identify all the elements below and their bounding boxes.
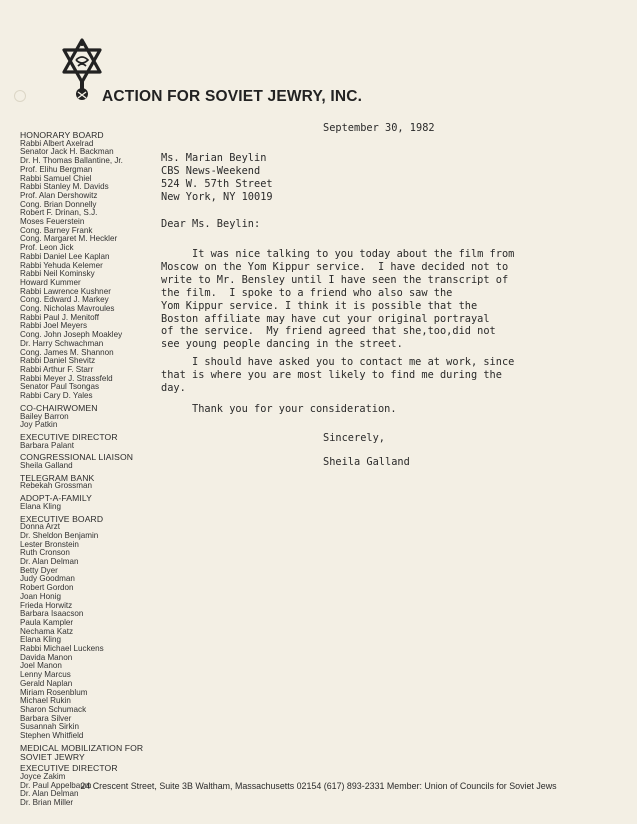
sidebar-name: Senator Jack H. Backman bbox=[20, 147, 114, 157]
sidebar-name: Cong. John Joseph Moakley bbox=[20, 330, 123, 340]
sidebar-section bbox=[20, 494, 170, 511]
sidebar-name: Barbara Palant bbox=[20, 440, 74, 450]
sidebar-name: Rabbi Samuel Chiel bbox=[20, 173, 92, 183]
sidebar-name: Joy Patkin bbox=[20, 420, 58, 430]
sidebar-name: Barbara Isaacson bbox=[20, 609, 84, 619]
sidebar-name: Rebekah Grossman bbox=[20, 481, 92, 491]
sidebar-name: Dr. H. Thomas Ballantine, Jr. bbox=[20, 156, 123, 166]
sidebar-name: Cong. Edward J. Markey bbox=[20, 295, 109, 305]
letter-date: September 30, 1982 bbox=[323, 122, 435, 134]
sidebar-name: Paula Kampler bbox=[20, 617, 74, 627]
sidebar-name: Joan Honig bbox=[20, 591, 61, 601]
sidebar-name: Robert Gordon bbox=[20, 583, 74, 593]
sidebar-name: Dr. Alan Delman bbox=[20, 789, 79, 799]
sidebar-name: Judy Goodman bbox=[20, 574, 75, 584]
signer-name: Sheila Galland bbox=[323, 456, 410, 468]
sidebar-name: Bailey Barron bbox=[20, 411, 69, 421]
sidebar-name: Susannah Sirkin bbox=[20, 722, 79, 732]
sidebar-name: Lester Bronstein bbox=[20, 539, 79, 549]
star-of-david-logo-icon bbox=[58, 36, 106, 108]
sidebar-name: Moses Feuerstein bbox=[20, 217, 85, 227]
sidebar-heading: ADOPT-A-FAMILY bbox=[20, 493, 92, 504]
sidebar-name: Rabbi Cary D. Yales bbox=[20, 391, 93, 401]
sidebar-section bbox=[20, 515, 170, 741]
recipient-line: 524 W. 57th Street bbox=[161, 177, 273, 190]
paragraph-3 bbox=[161, 403, 556, 416]
paragraph-line: Boston affiliate may have cut your original portrayal bbox=[161, 312, 490, 325]
sidebar-section bbox=[20, 744, 170, 761]
sidebar-name: Sheila Galland bbox=[20, 461, 73, 471]
sidebar-name: Rabbi Paul J. Menitoff bbox=[20, 312, 100, 322]
sidebar-name: Rabbi Albert Axelrad bbox=[20, 138, 94, 148]
paragraph-line: write to Mr. Bensley until I have seen the transcript of bbox=[161, 273, 509, 286]
recipient-line: Ms. Marian Beylin bbox=[161, 152, 267, 164]
sidebar-name: Elana Kling bbox=[20, 635, 61, 645]
sidebar-heading: CO-CHAIRWOMEN bbox=[20, 402, 98, 413]
paragraph-line: see young people dancing in the street. bbox=[161, 338, 403, 351]
sidebar-name: Ruth Cronson bbox=[20, 548, 70, 558]
sidebar-name: Prof. Elihu Bergman bbox=[20, 164, 93, 174]
sidebar-name: Nechama Katz bbox=[20, 626, 74, 636]
paragraph-line: the film. I spoke to a friend who also saw the bbox=[161, 286, 453, 299]
sidebar-name: Rabbi Meyer J. Strassfeld bbox=[20, 373, 113, 383]
sidebar-name: Dr. Alan Delman bbox=[20, 557, 79, 567]
footer-address: 24 Crescent Street, Suite 3B Waltham, Massachusetts 02154 (617) 893-2331 Member: Union of Councils for Soviet Jews bbox=[80, 781, 557, 791]
sidebar-name: Stephen Whitfield bbox=[20, 731, 84, 741]
paragraph-1 bbox=[161, 248, 556, 351]
sidebar-heading: TELEGRAM BANK bbox=[20, 472, 95, 483]
salutation: Dear Ms. Beylin: bbox=[161, 218, 261, 230]
sidebar-section bbox=[20, 404, 170, 430]
sidebar-name: Howard Kummer bbox=[20, 277, 81, 287]
paragraph-2 bbox=[161, 356, 556, 395]
sidebar-name: Cong. Margaret M. Heckler bbox=[20, 234, 118, 244]
paragraph-line: day. bbox=[161, 381, 186, 394]
organization-name: ACTION FOR SOVIET JEWRY, INC. bbox=[102, 88, 363, 105]
sidebar-heading: CONGRESSIONAL LIAISON bbox=[20, 452, 134, 463]
sidebar-name: Cong. Barney Frank bbox=[20, 225, 93, 235]
sidebar-name: Rabbi Lawrence Kushner bbox=[20, 286, 111, 296]
recipient-line: CBS News-Weekend bbox=[161, 164, 261, 177]
sidebar-name: Rabbi Neil Kominsky bbox=[20, 269, 95, 279]
recipient-address bbox=[161, 152, 273, 204]
paragraph-line: It was nice talking to you today about the film from bbox=[161, 248, 515, 260]
sidebar-heading: EXECUTIVE DIRECTOR bbox=[20, 431, 118, 442]
sidebar-name: Rabbi Michael Luckens bbox=[20, 644, 104, 654]
sidebar-section bbox=[20, 131, 170, 401]
sidebar-name: Rabbi Daniel Shevitz bbox=[20, 356, 96, 366]
sidebar-name: Dr. Brian Miller bbox=[20, 798, 74, 808]
paragraph-line: Thank you for your consideration. bbox=[161, 403, 397, 415]
sidebar-name: Lenny Marcus bbox=[20, 670, 71, 680]
sidebar-name: Dr. Paul Appelbaum bbox=[20, 780, 92, 790]
sidebar-name: Prof. Leon Jick bbox=[20, 243, 74, 253]
sidebar-name: Rabbi Daniel Lee Kaplan bbox=[20, 251, 110, 261]
sidebar-section bbox=[20, 453, 170, 470]
sidebar-name: Robert F. Drinan, S.J. bbox=[20, 208, 98, 218]
sidebar-name: Michael Rukin bbox=[20, 696, 71, 706]
paragraph-line: that is where you are most likely to find me during the bbox=[161, 368, 502, 381]
sidebar-name: Rabbi Stanley M. Davids bbox=[20, 182, 109, 192]
paragraph-line: I should have asked you to contact me at work, since bbox=[161, 356, 515, 368]
sidebar-name: Prof. Alan Dershowitz bbox=[20, 190, 98, 200]
sidebar-name: Frieda Horwitz bbox=[20, 600, 73, 610]
punch-hole bbox=[14, 90, 26, 102]
recipient-line: New York, NY 10019 bbox=[161, 190, 273, 203]
sidebar-name: Rabbi Arthur F. Starr bbox=[20, 364, 94, 374]
sidebar-name: Rabbi Yehuda Kelemer bbox=[20, 260, 103, 270]
sidebar-name: Elana Kling bbox=[20, 501, 61, 511]
sidebar-name: Betty Dyer bbox=[20, 565, 58, 575]
sidebar-name: Senator Paul Tsongas bbox=[20, 382, 100, 392]
sidebar-name: Cong. Brian Donnelly bbox=[20, 199, 97, 209]
sidebar-section bbox=[20, 433, 170, 450]
sidebar-name: Rabbi Joel Meyers bbox=[20, 321, 88, 331]
sidebar-name: Joyce Zakim bbox=[20, 771, 66, 781]
sidebar-section bbox=[20, 474, 170, 491]
sidebar-name: Dr. Harry Schwachman bbox=[20, 338, 104, 348]
complimentary-close: Sincerely, bbox=[323, 432, 385, 444]
sidebar-heading: EXECUTIVE BOARD bbox=[20, 513, 104, 524]
sidebar-name: Joel Manon bbox=[20, 661, 62, 671]
paragraph-line: Yom Kippur service. I think it is possible that the bbox=[161, 299, 478, 312]
sidebar-name: Miriam Rosenblum bbox=[20, 687, 88, 697]
sidebar-name: Gerald Naplan bbox=[20, 678, 73, 688]
paragraph-line: Moscow on the Yom Kippur service. I have decided not to bbox=[161, 260, 509, 273]
sidebar-name: Donna Arzt bbox=[20, 522, 61, 532]
sidebar-name: Cong. Nicholas Mavroules bbox=[20, 304, 115, 314]
sidebar-heading: EXECUTIVE DIRECTOR bbox=[20, 763, 118, 774]
sidebar-heading: MEDICAL MOBILIZATION FOR SOVIET JEWRY bbox=[20, 742, 144, 762]
sidebar-name: Cong. James M. Shannon bbox=[20, 347, 114, 357]
board-member-sidebar bbox=[20, 131, 170, 811]
sidebar-name: Sharon Schumack bbox=[20, 705, 87, 714]
sidebar-name: Dr. Sheldon Benjamin bbox=[20, 530, 99, 540]
sidebar-name: Davida Manon bbox=[20, 652, 73, 662]
sidebar-name: Barbara Silver bbox=[20, 713, 72, 723]
sidebar-heading: HONORARY BOARD bbox=[20, 130, 104, 140]
paragraph-line: of the service. My friend agreed that she,too,did not bbox=[161, 325, 496, 338]
